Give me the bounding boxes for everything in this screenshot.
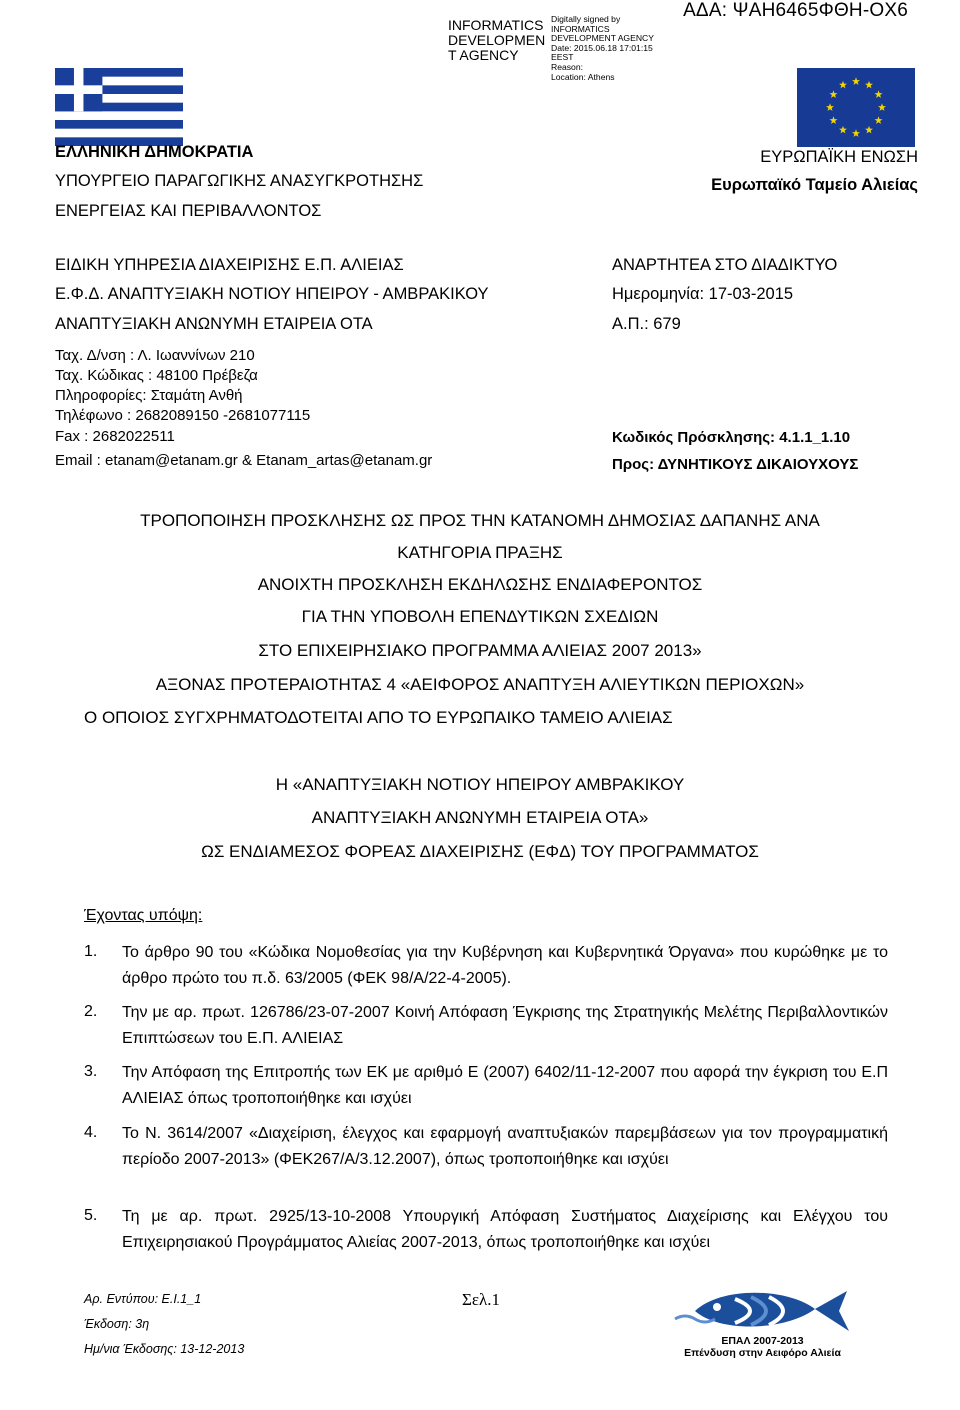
fish-tail (815, 1291, 849, 1331)
contact-address: Ταχ. Δ/νση : Λ. Ιωαννίνων 210 (55, 347, 255, 364)
sender-line-3: ΑΝΑΠΤΥΞΙΑΚΗ ΑΝΩΝΥΜΗ ΕΤΑΙΡΕΙΑ ΟΤΑ (55, 315, 373, 333)
header-ministry-2: ΕΝΕΡΓΕΙΑΣ ΚΑΙ ΠΕΡΙΒΑΛΛΟΝΤΟΣ (55, 202, 322, 220)
subtitle-line: ΑΝΑΠΤΥΞΙΑΚΗ ΑΝΩΝΥΜΗ ΕΤΑΙΡΕΙΑ ΟΤΑ» (311, 808, 649, 827)
item-number: 4. (84, 1124, 98, 1141)
protocol-label: Α.Π.: 679 (612, 315, 681, 333)
fish-logo-icon (665, 1285, 860, 1337)
signature-detail-line: Digitally signed by (551, 14, 621, 24)
item-number: 5. (84, 1207, 98, 1224)
call-code-label: Κωδικός Πρόσκλησης: 4.1.1_1.10 (612, 429, 851, 446)
page-number: Σελ.1 (462, 1290, 501, 1309)
signature-detail-line: Reason: (551, 61, 584, 72)
item-text: Το Ν. 3614/2007 «Διαχείριση, έλεγχος και εφαρμογή αναπτυξιακών παρεμβάσεων για τον προγραμματική περίοδο 2007-2013» (ΦΕΚ267/Α/3.12.2007), όπως τροποποιήθηκε και ισχύει (122, 1125, 888, 1168)
item-text: Τη με αρ. πρωτ. 2925/13-10-2008 Υπουργική Απόφαση Συστήματος Διαχείρισης και Ελέγχου του Επιχειρησιακού Προγράμματος Αλιείας 2007-2013, όπως τροποποιήθηκε και ισχύει (122, 1208, 888, 1251)
footer-edition: Έκδοση: 3η (84, 1317, 150, 1331)
sender-line-2: Ε.Φ.Δ. ΑΝΑΠΤΥΞΙΑΚΗ ΝΟΤΙΟΥ ΗΠΕΙΡΟΥ - ΑΜΒΡΑΚΙΚΟΥ (55, 285, 489, 303)
subtitle-line: ΩΣ ΕΝΔΙΑΜΕΣΟΣ ΦΟΡΕΑΣ ΔΙΑΧΕΙΡΙΣΗΣ (ΕΦΔ) ΤΟΥ ΠΡΟΓΡΑΜΜΑΤΟΣ (201, 842, 759, 861)
ada-label: ΑΔΑ: ΨΑΗ6465ΦΘΗ-ΟΧ6 (683, 0, 908, 21)
recipients-label: Προς: ΔΥΝΗΤΙΚΟΥΣ ΔΙΚΑΙΟΥΧΟΥΣ (612, 456, 859, 473)
subtitle-line: Η «ΑΝΑΠΤΥΞΙΑΚΗ ΝΟΤΙΟΥ ΗΠΕΙΡΟΥ ΑΜΒΡΑΚΙΚΟΥ (275, 775, 685, 794)
contact-phone: Τηλέφωνο : 2682089150 -2681077115 (55, 407, 311, 424)
epal-logo-title: ΕΠΑΛ 2007-2013 (721, 1335, 804, 1347)
title-line: ΣΤΟ ΕΠΙΧΕΙΡΗΣΙΑΚΟ ΠΡΟΓΡΑΜΜΑ ΑΛΙΕΙΑΣ 2007 2013» (258, 641, 702, 660)
signature-signer-line: INFORMATICS (448, 17, 544, 33)
item-text: Την Απόφαση της Επιτροπής των ΕΚ με αριθμό Ε (2007) 6402/11-12-2007 που αφορά την έγκριση του Ε.Π ΑΛΙΕΙΑΣ όπως τροποποιήθηκε και ισχύει (122, 1064, 888, 1107)
contact-info: Πληροφορίες: Σταμάτη Ανθή (55, 387, 243, 404)
header-republic: ΕΛΛΗΝΙΚΗ ΔΗΜΟΚΡΑΤΙΑ (55, 143, 254, 161)
epal-logo-subtitle: Επένδυση στην Αειφόρο Αλιεία (684, 1347, 841, 1359)
signature-details (551, 15, 654, 82)
fish-eye (713, 1303, 721, 1311)
title-line: ΓΙΑ ΤΗΝ ΥΠΟΒΟΛΗ ΕΠΕΝΔΥΤΙΚΩΝ ΣΧΕΔΙΩΝ (301, 607, 659, 626)
title-line: ΑΝΟΙΧΤΗ ΠΡΟΣΚΛΗΣΗ ΕΚΔΗΛΩΣΗΣ ΕΝΔΙΑΦΕΡΟΝΤΟΣ (257, 575, 703, 594)
signature-detail-line: DEVELOPMENT AGENCY (551, 33, 654, 44)
item-text: Την με αρ. πρωτ. 126786/23-07-2007 Κοινή Απόφαση Έγκρισης της Στρατηγικής Μελέτης Περιβαλλοντικών Επιπτώσεων του Ε.Π. ΑΛΙΕΙΑΣ (122, 1004, 888, 1047)
header-eu: ΕΥΡΩΠΑΪΚΗ ΕΝΩΣΗ (760, 148, 918, 166)
signature-signer (448, 18, 545, 63)
signature-signer-line: DEVELOPMEN (448, 32, 546, 48)
header-ministry: ΥΠΟΥΡΓΕΙΟ ΠΑΡΑΓΩΓΙΚΗΣ ΑΝΑΣΥΓΚΡΟΤΗΣΗΣ (55, 172, 424, 190)
footer-form-no: Αρ. Εντύπου: Ε.Ι.1_1 (84, 1292, 202, 1306)
sender-line-1: ΕΙΔΙΚΗ ΥΠΗΡΕΣΙΑ ΔΙΑΧΕΙΡΙΣΗΣ Ε.Π. ΑΛΙΕΙΑΣ (55, 256, 404, 274)
title-line: ΚΑΤΗΓΟΡΙΑ ΠΡΑΞΗΣ (397, 543, 563, 562)
item-number: 2. (84, 1003, 98, 1020)
greek-flag-cross-h (55, 85, 102, 94)
signature-detail-line: Location: Athens (551, 71, 615, 82)
greek-flag-icon (55, 68, 183, 146)
epal-logo (665, 1285, 860, 1365)
considering-label: Έχοντας υπόψη: (84, 907, 203, 924)
title-line: ΤΡΟΠΟΠΟΙΗΣΗ ΠΡΟΣΚΛΗΣΗΣ ΩΣ ΠΡΟΣ ΤΗΝ ΚΑΤΑΝΟΜΗ ΔΗΜΟΣΙΑΣ ΔΑΠΑΝΗΣ ΑΝΑ (140, 511, 820, 530)
publish-label: ΑΝΑΡΤΗΤΕΑ ΣΤΟ ΔΙΑΔΙΚΤΥΟ (612, 256, 838, 274)
title-line: Ο ΟΠΟΙΟΣ ΣΥΓΧΡΗΜΑΤΟΔΟΤΕΙΤΑΙ ΑΠΟ ΤΟ ΕΥΡΩΠΑΙΚΟ ΤΑΜΕΙΟ ΑΛΙΕΙΑΣ (84, 708, 673, 727)
eu-flag-icon (797, 68, 915, 147)
item-number: 1. (84, 943, 98, 960)
signature-signer-line: T AGENCY (448, 47, 519, 63)
signature-detail-line: Date: 2015.06.18 17:01:15 (551, 42, 653, 53)
contact-email: Email : etanam@etanam.gr & Etanam_artas@etanam.gr (55, 452, 433, 469)
header-fund: Ευρωπαϊκό Ταμείο Αλιείας (711, 176, 918, 194)
item-text: Το άρθρο 90 του «Κώδικα Νομοθεσίας για την Κυβέρνηση και Κυβερνητικά Όργανα» που κυρώθηκε με το άρθρο πρώτο του π.δ. 63/2005 (ΦΕΚ 98/Α/22-4-2005). (122, 944, 888, 987)
signature-detail-line: INFORMATICS (551, 23, 610, 34)
footer-edition-date: Ημ/νια Έκδοσης: 13-12-2013 (84, 1342, 245, 1356)
title-line: ΑΞΟΝΑΣ ΠΡΟΤΕΡΑΙΟΤΗΤΑΣ 4 «ΑΕΙΦΟΡΟΣ ΑΝΑΠΤΥΞΗ ΑΛΙΕΥΤΙΚΩΝ ΠΕΡΙΟΧΩΝ» (155, 675, 805, 694)
contact-postcode: Ταχ. Κώδικας : 48100 Πρέβεζα (55, 367, 258, 384)
contact-fax: Fax : 2682022511 (55, 428, 175, 445)
date-label: Ημερομηνία: 17-03-2015 (612, 285, 794, 303)
signature-detail-line: EEST (551, 52, 574, 63)
item-number: 3. (84, 1063, 98, 1080)
